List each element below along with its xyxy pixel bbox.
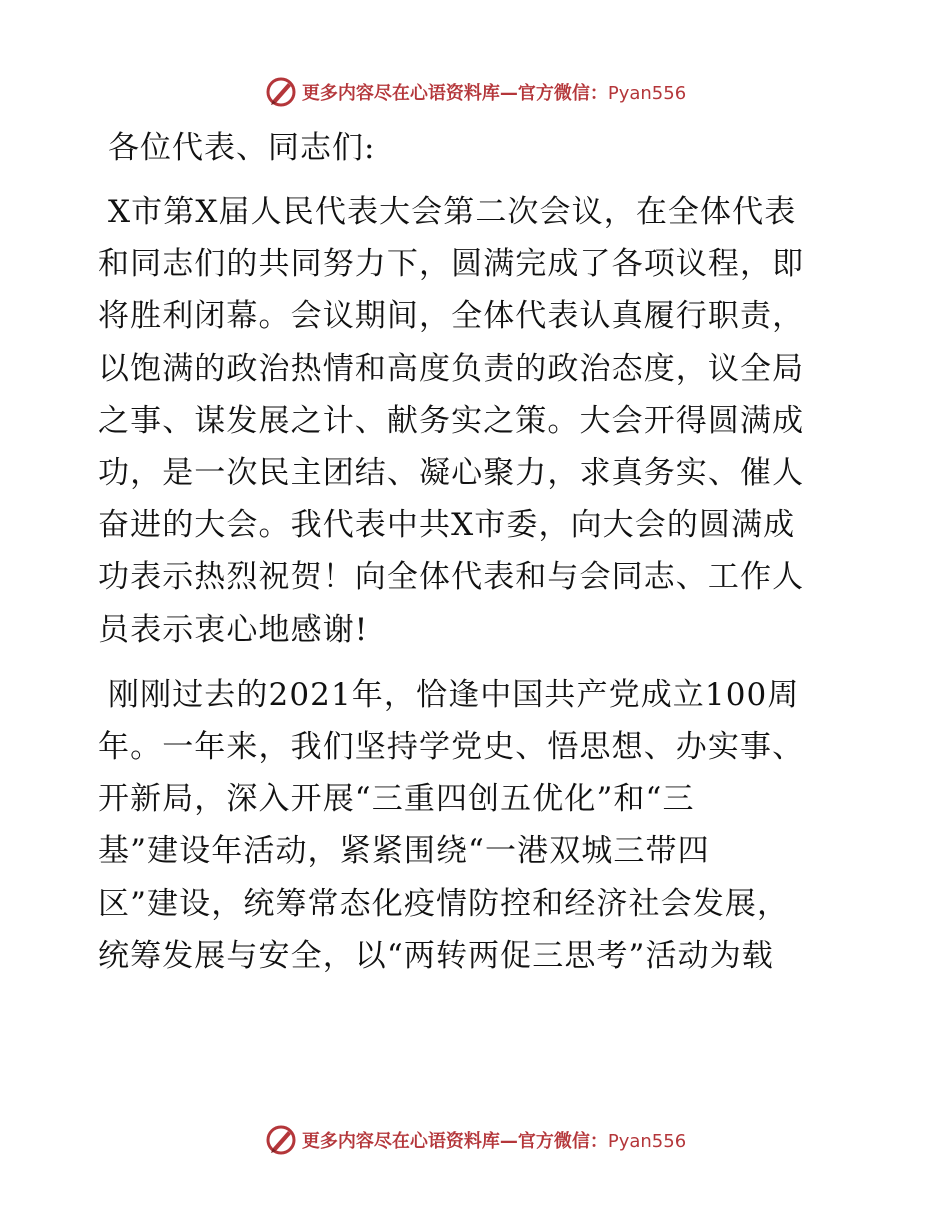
text-line: 以饱满的政治热情和高度负责的政治态度，议全局 [98, 350, 805, 387]
text-line: X市第X届人民代表大会第二次会议，在全体代表 [108, 194, 797, 230]
banner-text: 更多内容尽在心语资料库—官方微信：Pyan556 [301, 83, 687, 104]
text-line: 之事、谋发展之计、献务实之策。大会开得圆满成 [98, 402, 805, 439]
text-line: 奋进的大会。我代表中共X市委，向大会的圆满成 [98, 507, 796, 544]
document-body [98, 122, 850, 995]
pen-logo-icon [264, 1123, 298, 1157]
text-line: 刚刚过去的2021年，恰逢中国共产党成立100周 [108, 676, 800, 713]
paragraph [98, 669, 850, 982]
text-line: 年。一年来，我们坚持学党史、悟思想、办实事、 [98, 729, 805, 766]
footer-banner [0, 1120, 950, 1160]
banner-text: 更多内容尽在心语资料库—官方微信：Pyan556 [301, 1131, 687, 1152]
text-line: 功，是一次民主团结、凝心聚力，求真务实、催人 [98, 455, 805, 492]
text-line: 统筹发展与安全，以“两转两促三思考”活动为载 [98, 937, 774, 974]
text-line: 员表示衷心地感谢! [98, 611, 369, 648]
text-line: 将胜利闭幕。会议期间，全体代表认真履行职责， [98, 298, 805, 335]
pen-logo-icon [264, 75, 298, 109]
text-line: 开新局，深入开展“三重四创五优化”和“三 [98, 781, 695, 818]
text-line: 和同志们的共同努力下，圆满完成了各项议程，即 [98, 246, 805, 283]
salutation: 各位代表、同志们: [108, 130, 376, 166]
text-line: 功表示热烈祝贺！向全体代表和与会同志、工作人 [98, 559, 805, 596]
header-banner [0, 72, 950, 112]
text-line: 基”建设年活动，紧紧围绕“一港双城三带四 [98, 833, 710, 870]
text-line: 区”建设，统筹常态化疫情防控和经济社会发展， [98, 885, 790, 922]
paragraph [98, 186, 850, 656]
